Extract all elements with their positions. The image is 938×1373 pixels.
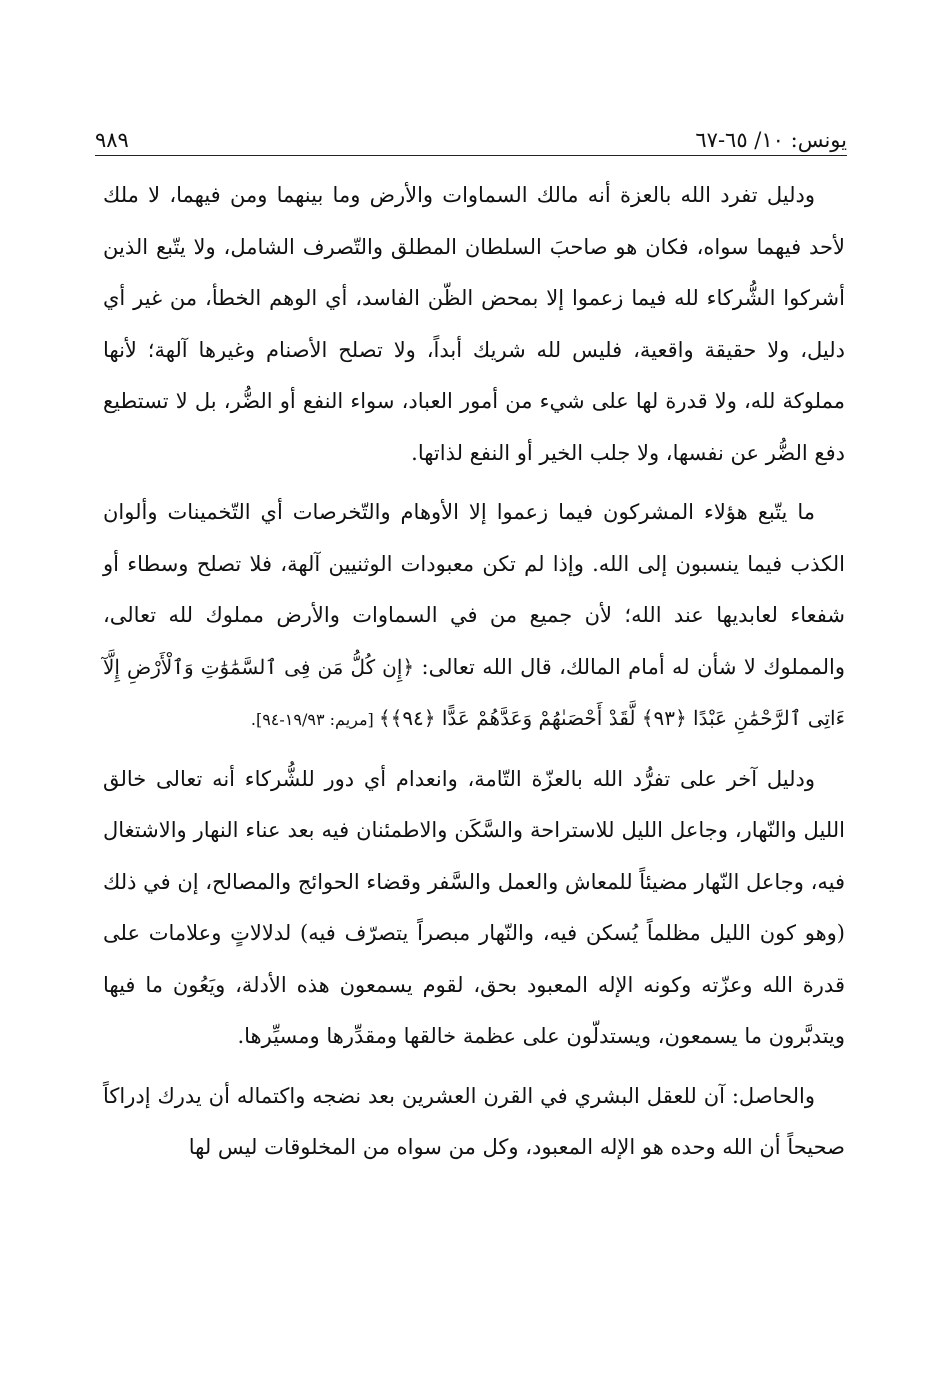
verse-citation: [مريم: ١٩/٩٣-٩٤].	[250, 710, 379, 729]
paragraph-1: ودليل تفرد الله بالعزة أنه مالك السماوات والأرض وما بينهما ومن فيهما، لا ملك لأحد فيهما سواه، فكان هو صاحبَ السلطان المطلق والتّصرف الشامل، ولا يتّبع الذين أشركوا الشُّركاء لله فيما زعموا إلا بمحض الظّن الفاسد، أي الوهم الخطأ، من غير أي دليل، ولا حقيقة واقعية، فليس لله شريك أبداً، ولا تصلح الأصنام وغيرها آلهة؛ لأنها مملوكة لله، ولا قدرة لها على شيء من أمور العباد، سواء النفع أو الضُّر، بل لا تستطيع دفع الضُّر عن نفسها، ولا جلب الخير أو النفع لذاتها.	[103, 183, 845, 465]
header-divider	[95, 155, 847, 156]
paragraph-4: والحاصل: آن للعقل البشري في القرن العشرين بعد نضجه واكتماله أن يدرك إدراكاً صحيحاً أن الله وحده هو الإله المعبود، وكل من سواه من المخلوقات ليس لها	[103, 1083, 845, 1159]
quran-verse: ﴿إِن كُلُّ مَن فِى ٱلسَّمَٰوَٰتِ وَٱلْأَرْضِ إِلَّآ ءَاتِى ٱلرَّحْمَٰنِ عَبْدًا ﴿٩٣﴾ لَّقَدْ أَحْصَىٰهُمْ وَعَدَّهُمْ عَدًّا ﴿٩٤﴾﴾	[103, 654, 845, 730]
paragraph-2-text: ما يتّبع هؤلاء المشركون فيما زعموا إلا الأوهام والتّخرصات أي التّخمينات وألوان الكذب فيما ينسبون إلى الله. وإذا لم تكن معبودات الوثنيين آلهة، فلا تصلح وسطاء أو شفعاء لعابديها عند الله؛ لأن جميع من في السماوات والأرض مملوك لله تعالى، والمملوك لا شأن له أمام المالك، قال الله تعالى:	[103, 500, 845, 679]
page-number: ٩٨٩	[95, 128, 129, 152]
body-text	[103, 170, 845, 1174]
paragraph-3: ودليل آخر على تفرُّد الله بالعزّة التّامة، وانعدام أي دور للشُّركاء أنه تعالى خالق الليل والنّهار، وجاعل الليل للاستراحة والسَّكَن والاطمئنان فيه بعد عناء النهار والاشتغال فيه، وجاعل النّهار مضيئاً للمعاش والعمل والسَّفر وقضاء الحوائج والمصالح، إن في ذلك (وهو كون الليل مظلماً يُسكن فيه، والنّهار مبصراً يتصرّف فيه) لدلالاتٍ وعلامات على قدرة الله وعزّته وكونه الإله المعبود بحق، لقوم يسمعون هذه الأدلة، ويَعُون ما فيها ويتدبَّرون ما يسمعون، ويستدلّون على عظمة خالقها ومقدِّرها ومسيِّرها.	[103, 766, 845, 1048]
paragraph-2	[103, 487, 845, 746]
surah-reference: يونس: ١٠/ ٦٥-٦٧	[695, 128, 847, 152]
running-header	[95, 112, 847, 152]
